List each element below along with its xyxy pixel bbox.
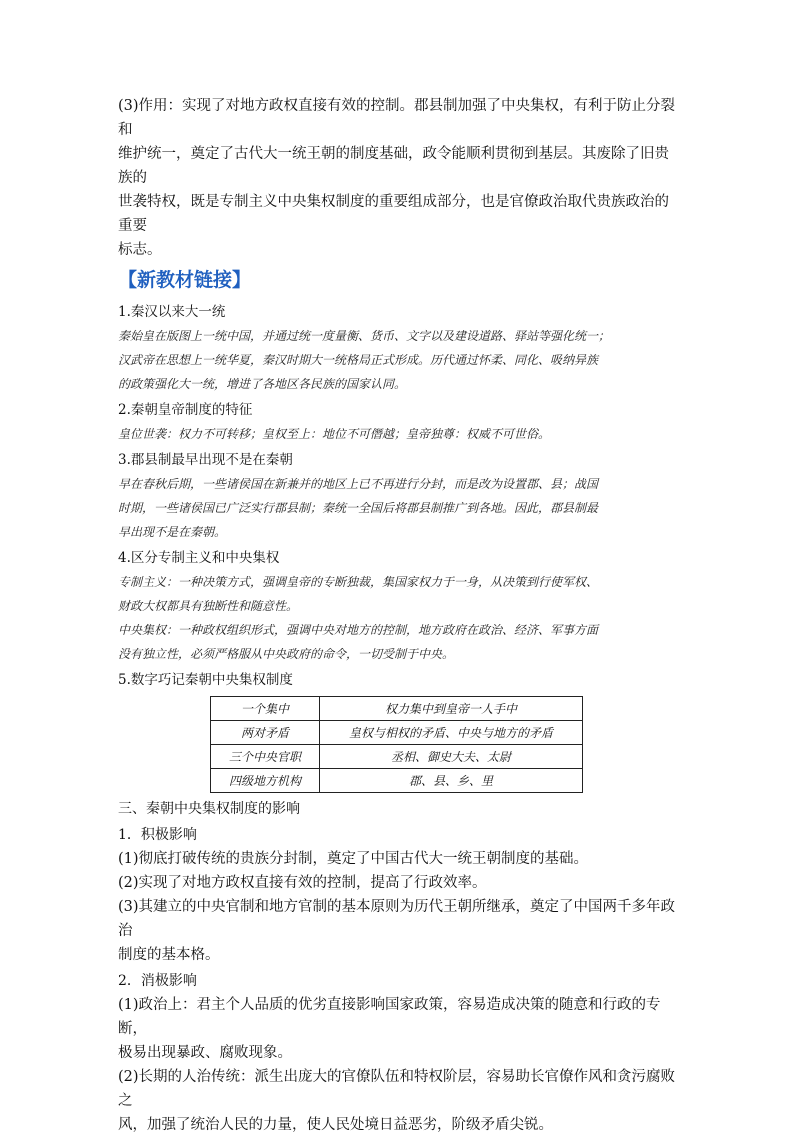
intro-line: 标志。 <box>118 242 162 258</box>
intro-line: 维护统一，奠定了古代大一统王朝的制度基础，政令能顺利贯彻到基层。其废除了旧贵族的 <box>118 146 669 186</box>
positive-line: (2)实现了对地方政权直接有效的控制，提高了行政效率。 <box>118 875 487 891</box>
section-title: 【新教材链接】 <box>118 269 252 291</box>
table-cell: 两对矛盾 <box>211 721 320 745</box>
table-cell: 皇权与相权的矛盾、中央与地方的矛盾 <box>320 721 583 745</box>
negative-line: (2)长期的人治传统：派生出庞大的官僚队伍和特权阶层，容易助长官僚作风和贪污腐败之 <box>118 1069 676 1109</box>
item-heading: 5.数字巧记秦朝中央集权制度 <box>118 672 293 688</box>
summary-table <box>210 696 583 793</box>
item-line: 的政策强化大一统，增进了各地区各民族的国家认同。 <box>118 377 407 391</box>
table-cell: 一个集中 <box>211 697 320 721</box>
negative-heading: 2．消极影响 <box>118 973 197 989</box>
positive-line: (3)其建立的中央官制和地方官制的基本原则为历代王朝所继承，奠定了中国两千多年政治 <box>118 899 676 939</box>
table-row <box>211 721 583 745</box>
part-title: 三、秦朝中央集权制度的影响 <box>118 801 300 817</box>
negative-line: (1)政治上：君主个人品质的优劣直接影响国家政策，容易造成决策的随意和行政的专断， <box>118 997 661 1037</box>
negative-line: 极易出现暴政、腐败现象。 <box>118 1045 292 1061</box>
item-line: 没有独立性，必须严格服从中央政府的命令，一切受制于中央。 <box>118 647 455 661</box>
item-line: 皇位世袭：权力不可转移；皇权至上：地位不可僭越；皇帝独尊：权威不可世俗。 <box>118 427 551 441</box>
table-cell: 三个中央官职 <box>211 745 320 769</box>
document-page <box>118 94 678 1137</box>
item-line: 时期，一些诸侯国已广泛实行郡县制；秦统一全国后将郡县制推广到各地。因此，郡县制最 <box>118 501 599 515</box>
positive-line: (1)彻底打破传统的贵族分封制，奠定了中国古代大一统王朝制度的基础。 <box>118 851 589 867</box>
item-line: 财政大权都具有独断性和随意性。 <box>118 599 299 613</box>
item-line: 早出现不是在秦朝。 <box>118 525 227 539</box>
table-cell: 丞相、御史大夫、太尉 <box>320 745 583 769</box>
item-line: 专制主义：一种决策方式，强调皇帝的专断独裁，集国家权力于一身，从决策到行使军权、 <box>118 575 599 589</box>
table-cell: 四级地方机构 <box>211 769 320 793</box>
table-row <box>211 697 583 721</box>
item-line: 秦始皇在版图上一统中国，并通过统一度量衡、货币、文字以及建设道路、驿站等强化统一； <box>118 329 611 343</box>
item-heading: 2.秦朝皇帝制度的特征 <box>118 402 253 418</box>
item-heading: 3.郡县制最早出现不是在秦朝 <box>118 452 293 468</box>
summary-table-wrap <box>210 696 678 793</box>
intro-line: (3)作用：实现了对地方政权直接有效的控制。郡县制加强了中央集权，有利于防止分裂和 <box>118 98 676 138</box>
table-cell: 权力集中到皇帝一人手中 <box>320 697 583 721</box>
item-line: 汉武帝在思想上一统华夏，秦汉时期大一统格局正式形成。历代通过怀柔、同化、吸纳异族 <box>118 353 599 367</box>
item-line: 早在春秋后期，一些诸侯国在新兼并的地区上已不再进行分封，而是改为设置郡、县；战国 <box>118 477 599 491</box>
negative-line: 风，加强了统治人民的力量，使人民处境日益恶劣，阶级矛盾尖锐。 <box>118 1117 553 1133</box>
table-row <box>211 745 583 769</box>
positive-line: 制度的基本格。 <box>118 947 220 963</box>
positive-heading: 1．积极影响 <box>118 827 197 843</box>
intro-line: 世袭特权，既是专制主义中央集权制度的重要组成部分，也是官僚政治取代贵族政治的重要 <box>118 194 669 234</box>
table-row <box>211 769 583 793</box>
item-line: 中央集权：一种政权组织形式，强调中央对地方的控制，地方政府在政治、经济、军事方面 <box>118 623 599 637</box>
item-heading: 4.区分专制主义和中央集权 <box>118 550 280 566</box>
item-heading: 1.秦汉以来大一统 <box>118 304 226 320</box>
table-cell: 郡、县、乡、里 <box>320 769 583 793</box>
